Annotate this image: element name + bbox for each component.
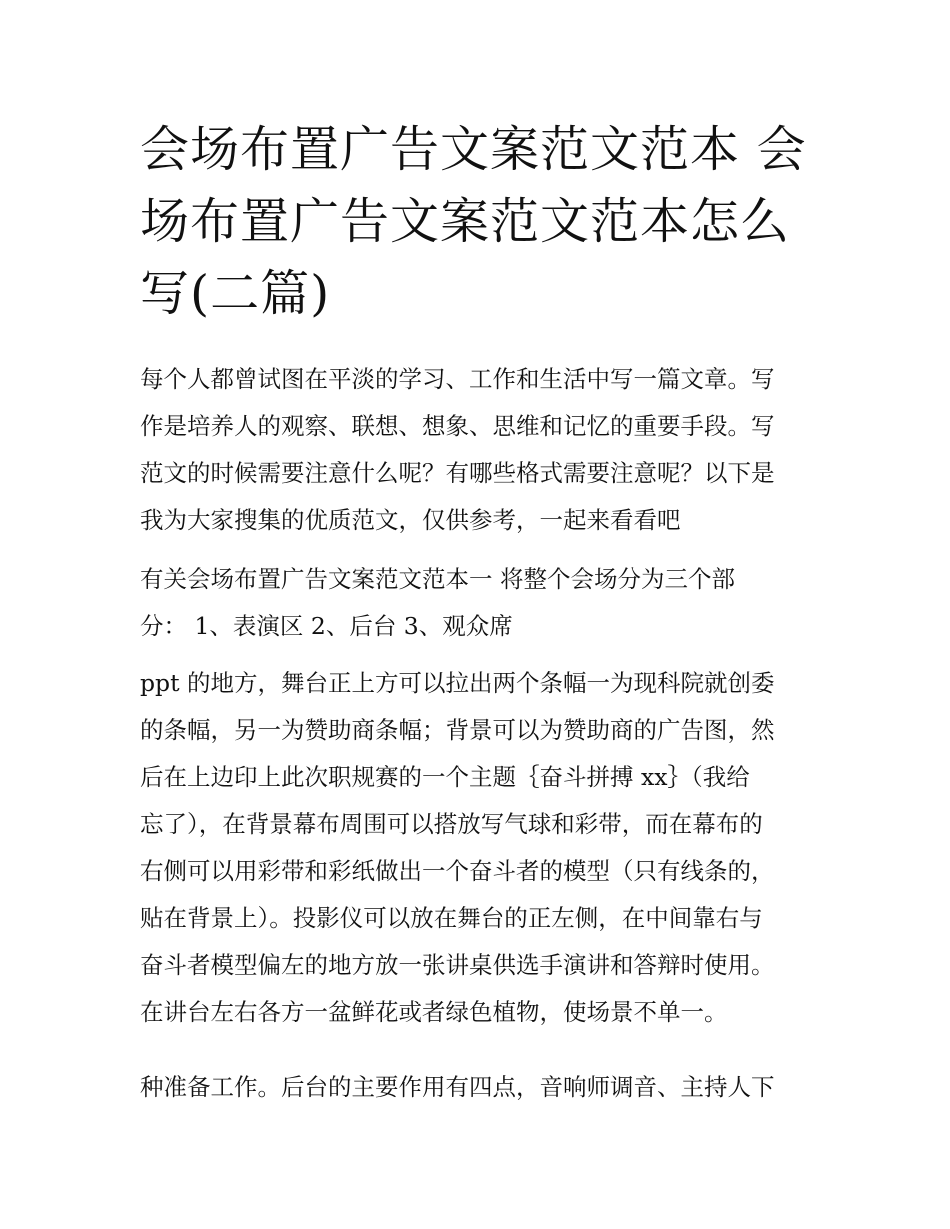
text-line: 我为大家搜集的优质范文，仅供参考，一起来看看吧: [140, 506, 681, 534]
text-line: 的条幅，另一为赞助商条幅；背景可以为赞助商的广告图，然: [140, 716, 775, 744]
text-line: 后在上边印上此次职规赛的一个主题｛奋斗拼搏 xx｝（我给: [140, 763, 750, 791]
title-line: 写(二篇): [140, 265, 331, 322]
intro-paragraph: [140, 356, 820, 544]
text-line: 有关会场布置广告文案范文范本一 将整个会场分为三个部: [140, 565, 735, 593]
section-one-paragraph: [140, 556, 820, 650]
text-line: 每个人都曾试图在平淡的学习、工作和生活中写一篇文章。写: [140, 365, 775, 393]
title-line: 会场布置广告文案范文范本 会: [140, 121, 807, 178]
title-line: 场布置广告文案范文范本怎么: [140, 193, 791, 250]
text-line: 分： 1、表演区 2、后台 3、观众席: [140, 612, 513, 640]
text-line: 范文的时候需要注意什么呢？有哪些格式需要注意呢？以下是: [140, 459, 775, 487]
text-line: 贴在背景上）。投影仪可以放在舞台的正左侧，在中间靠右与: [140, 904, 763, 932]
stage-layout-paragraph: [140, 660, 820, 1036]
backstage-paragraph: [140, 1064, 820, 1111]
text-line: 作是培养人的观察、联想、想象、思维和记忆的重要手段。写: [140, 412, 775, 440]
document-title: [140, 114, 820, 330]
text-line: 种准备工作。后台的主要作用有四点，音响师调音、主持人下: [140, 1073, 775, 1101]
text-line: 忘了），在背景幕布周围可以搭放写气球和彩带，而在幕布的: [140, 810, 763, 838]
text-line: 在讲台左右各方一盆鲜花或者绿色植物，使场景不单一。: [140, 998, 728, 1026]
text-line: ppt 的地方，舞台正上方可以拉出两个条幅一为现科院就创委: [140, 669, 775, 697]
text-line: 奋斗者模型偏左的地方放一张讲桌供选手演讲和答辩时使用。: [140, 951, 775, 979]
text-line: 右侧可以用彩带和彩纸做出一个奋斗者的模型（只有线条的，: [140, 857, 775, 885]
